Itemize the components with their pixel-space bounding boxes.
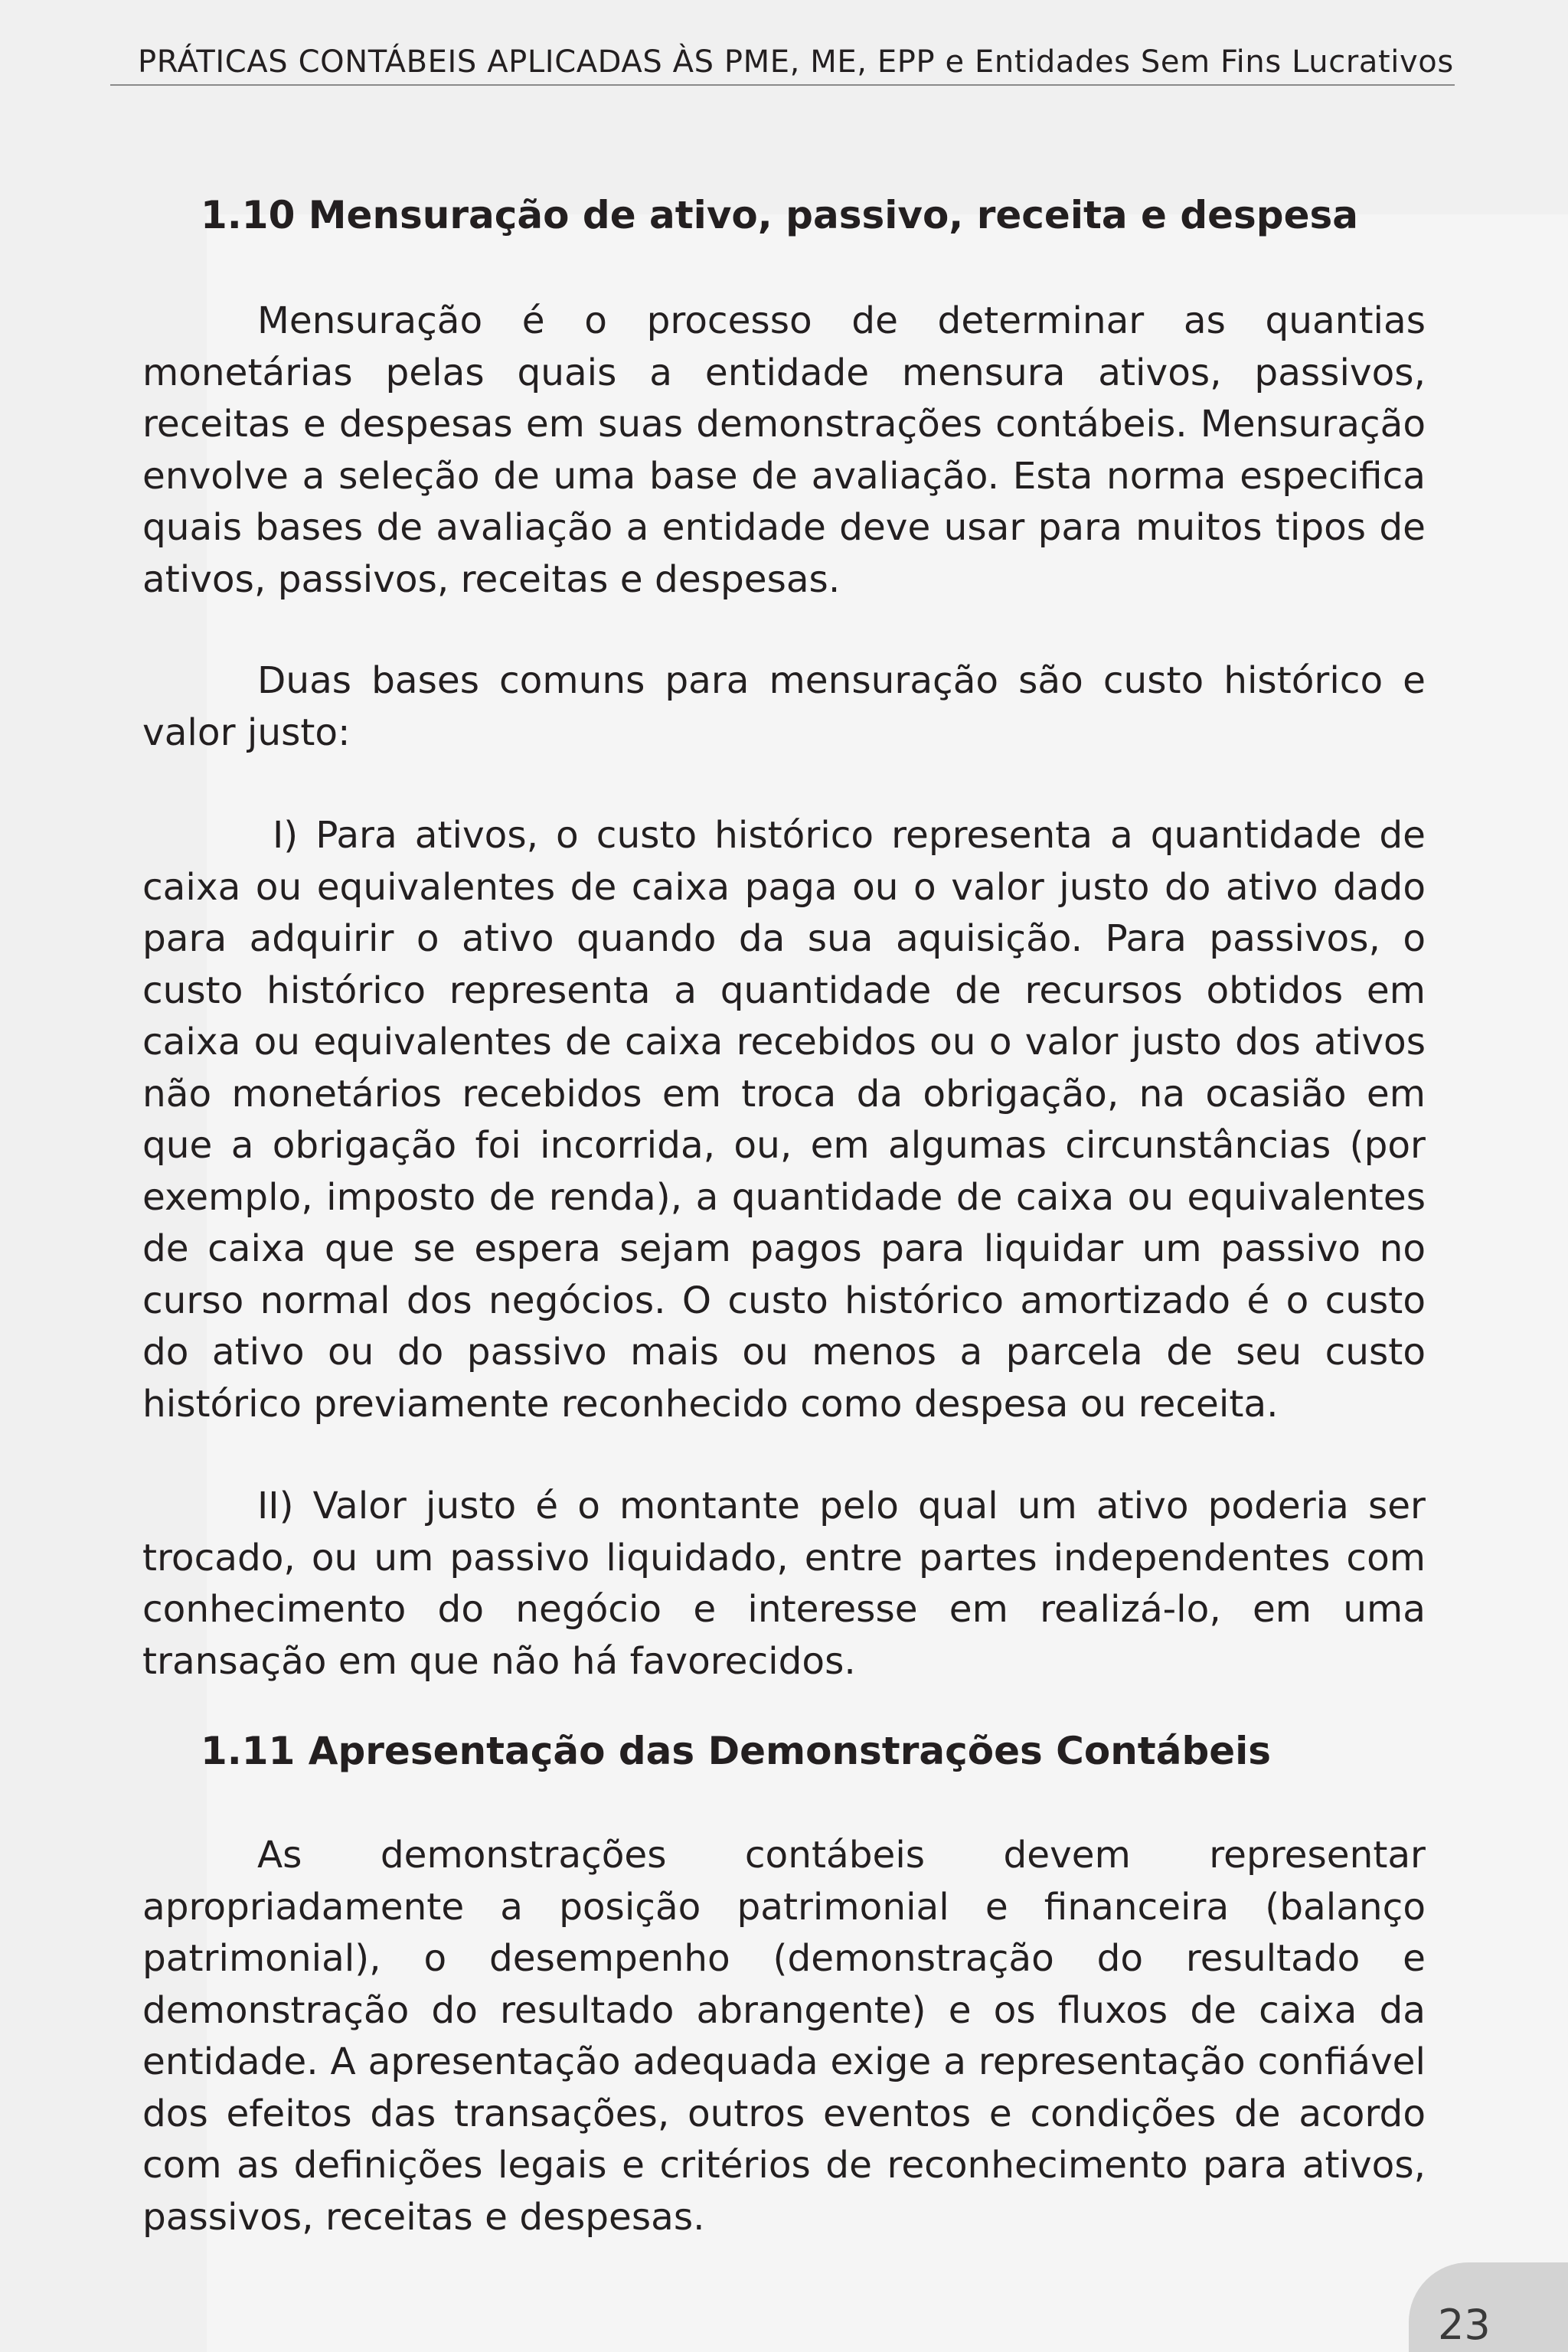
- page-number: 23: [1438, 2301, 1491, 2349]
- paragraph-bases-comuns: Duas bases comuns para mensuração são custo histórico e valor justo:: [142, 659, 1426, 754]
- paragraph-custo-historico: I) Para ativos, o custo histórico representa a quantidade de caixa ou equivalentes de caixa paga ou o valor justo do ativo dado para adquirir o ativo quando da sua aquisição. Para passivos, o custo histórico representa a quantidade de recursos obtidos em caixa ou equivalentes de caixa recebidos ou o valor justo dos ativos não monetários recebidos em troca da obrigação, na ocasião em que a obrigação foi incorrida, ou, em algumas circunstâncias (por exemplo, imposto de renda), a quantidade de caixa ou equivalentes de caixa que se espera sejam pagos para liquidar um passivo no curso normal dos negócios. O custo histórico amortizado é o custo do ativo ou do passivo mais ou menos a parcela de seu custo histórico previamente reconhecido como despesa ou receita.: [142, 814, 1426, 1426]
- header-rule: [110, 84, 1455, 86]
- paragraph-mensuracao: Mensuração é o processo de determinar as quantias monetárias pelas quais a entidade mensura ativos, passivos, receitas e despesas em suas demonstrações contábeis. Mensuração envolve a seleção de uma base de avaliação. Esta norma especifica quais bases de avaliação a entidade deve usar para muitos tipos de ativos, passivos, receitas e despesas.: [142, 299, 1426, 601]
- paragraph-valor-justo: II) Valor justo é o montante pelo qual um ativo poderia ser trocado, ou um passivo liquidado, entre partes independentes com conhecimento do negócio e interesse em realizá-lo, em uma transação em que não há favorecidos.: [142, 1485, 1426, 1683]
- section-title-1-11: 1.11 Apresentação das Demonstrações Contábeis: [201, 1729, 1272, 1773]
- running-header: PRÁTICAS CONTÁBEIS APLICADAS ÀS PME, ME, EPP e Entidades Sem Fins Lucrativos: [138, 44, 1454, 80]
- section-title-1-10: 1.10 Mensuração de ativo, passivo, receita e despesa: [201, 193, 1358, 237]
- paragraph-apresentacao: As demonstrações contábeis devem representar apropriadamente a posição patrimonial e financeira (balanço patrimonial), o desempenho (demonstração do resultado e demonstração do resultado abrangente) e os fluxos de caixa da entidade. A apresentação adequada exige a representação confiável dos efeitos das transações, outros eventos e condições de acordo com as definições legais e critérios de reconhecimento para ativos, passivos, receitas e despesas.: [142, 1834, 1426, 2239]
